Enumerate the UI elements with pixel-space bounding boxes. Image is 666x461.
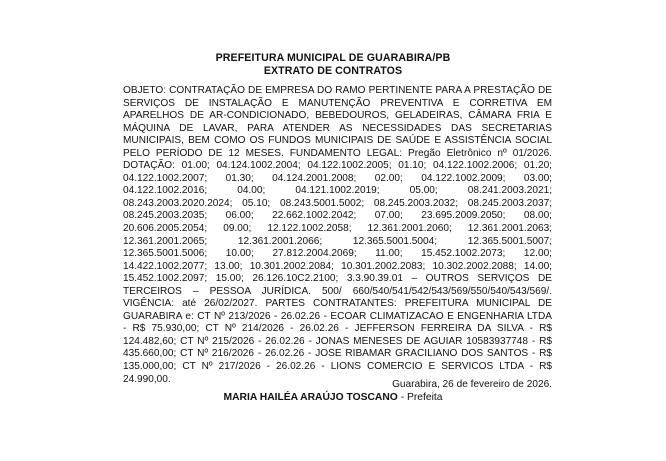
header-subtitle: EXTRATO DE CONTRATOS [263,65,403,77]
contract-extract-body: OBJETO: CONTRATAÇÃO DE EMPRESA DO RAMO PERTINENTE PARA A PRESTAÇÃO DE SERVIÇOS DE INSTALAÇÃO E MANUTENÇÃO PREVENTIVA E CORRETIVA EM APARELHOS DE AR-CONDICIONADO, BEBEDOUROS, GELADEIRAS, CÂMARA FRIA E MÁQUINA DE LAVAR, PARA ATENDER AS NECESSIDADES DAS SECRETARIAS MUNICIPAIS, BEM COMO OS FUNDOS MUNICIPAIS DE SAÚDE E ASSISTÊNCIA SOCIAL PELO PERÍODO DE 12 MESES. FUNDAMENTO LEGAL: Pregão Eletrônico nº 01/2026. DOTAÇÃO: 01.00; 04.124.1002.2004; 04.122.1002.2005; 01.10; 04.122.1002.2006; 01.20; 04.122.1002.2007; 01.30; 04.124.2001.2008; 02.00; 04.122.1002.2009; 03.00; 04.122.1002.2016; 04.00; 04.121.1002.2019; 05.00; 08.241.2003.2021; 08.243.2003.2020.2024; 05.10; 08.243.5001.5002; 08.245.2003.2032; 08.245.2003.2037; 08.245.2003.2035; 06.00; 22.662.1002.2042; 07.00; 23.695.2009.2050; 08.00; 20.606.2005.2054; 09.00; 12.122.1002.2058; 12.361.2001.2060; 12.361.2001.2063; 12.361.2001.2065; 12.361.2001.2066; 12.365.5001.5004; 12.365.5001.5007; 12.365.5001.5006; 10.00; 27.812.2004.2069; 11.00; 15.452.1002.2073; 12.00; 14.422.1002.2077; 13.00; 10.301.2002.2084; 10.301.2002.2083; 10.302.2002.2088; 14.00; 15.452.1002.2097; 15.00; 26.126.10C2.2100; 3.3.90.39.01 – OUTROS SERVIÇOS DE TERCEIROS – PESSOA JURÍDICA. 500/ 660/540/541/542/543/569/550/540/543/569/. VIGÊNCIA: até 26/02/2027. PARTES CONTRATANTES: PREFEITURA MUNICIPAL DE GUARABIRA e: CT Nº 213/2026 - 26.02.26 - ECOAR CLIMATIZACAO E ENGENHARIA LTDA - R$ 75.930,00; CT Nº 214/2026 - 26.02.26 - JEFFERSON FERREIRA DA SILVA - R$ 124.482,60; CT Nº 215/2026 - 26.02.26 - JONAS MENESES DE AGUIAR 10583937748 - R$ 435.660,00; CT Nº 216/2026 - 26.02.26 - JOSE RIBAMAR GRACILIANO DOS SANTOS - R$ 135.000,00; CT Nº 217/2026 - 26.02.26 - LIONS COMERCIO E SERVICOS LTDA - R$ 24.990,00. [123,85,552,385]
header-title: PREFEITURA MUNICIPAL DE GUARABIRA/PB [215,52,451,64]
date-line: Guarabira, 26 de fevereiro de 2026. [392,379,552,390]
signer-name: MARIA HAILÉA ARAÚJO TOSCANO [223,392,398,403]
signer-role: - Prefeita [397,392,443,403]
signature-line [0,392,666,403]
